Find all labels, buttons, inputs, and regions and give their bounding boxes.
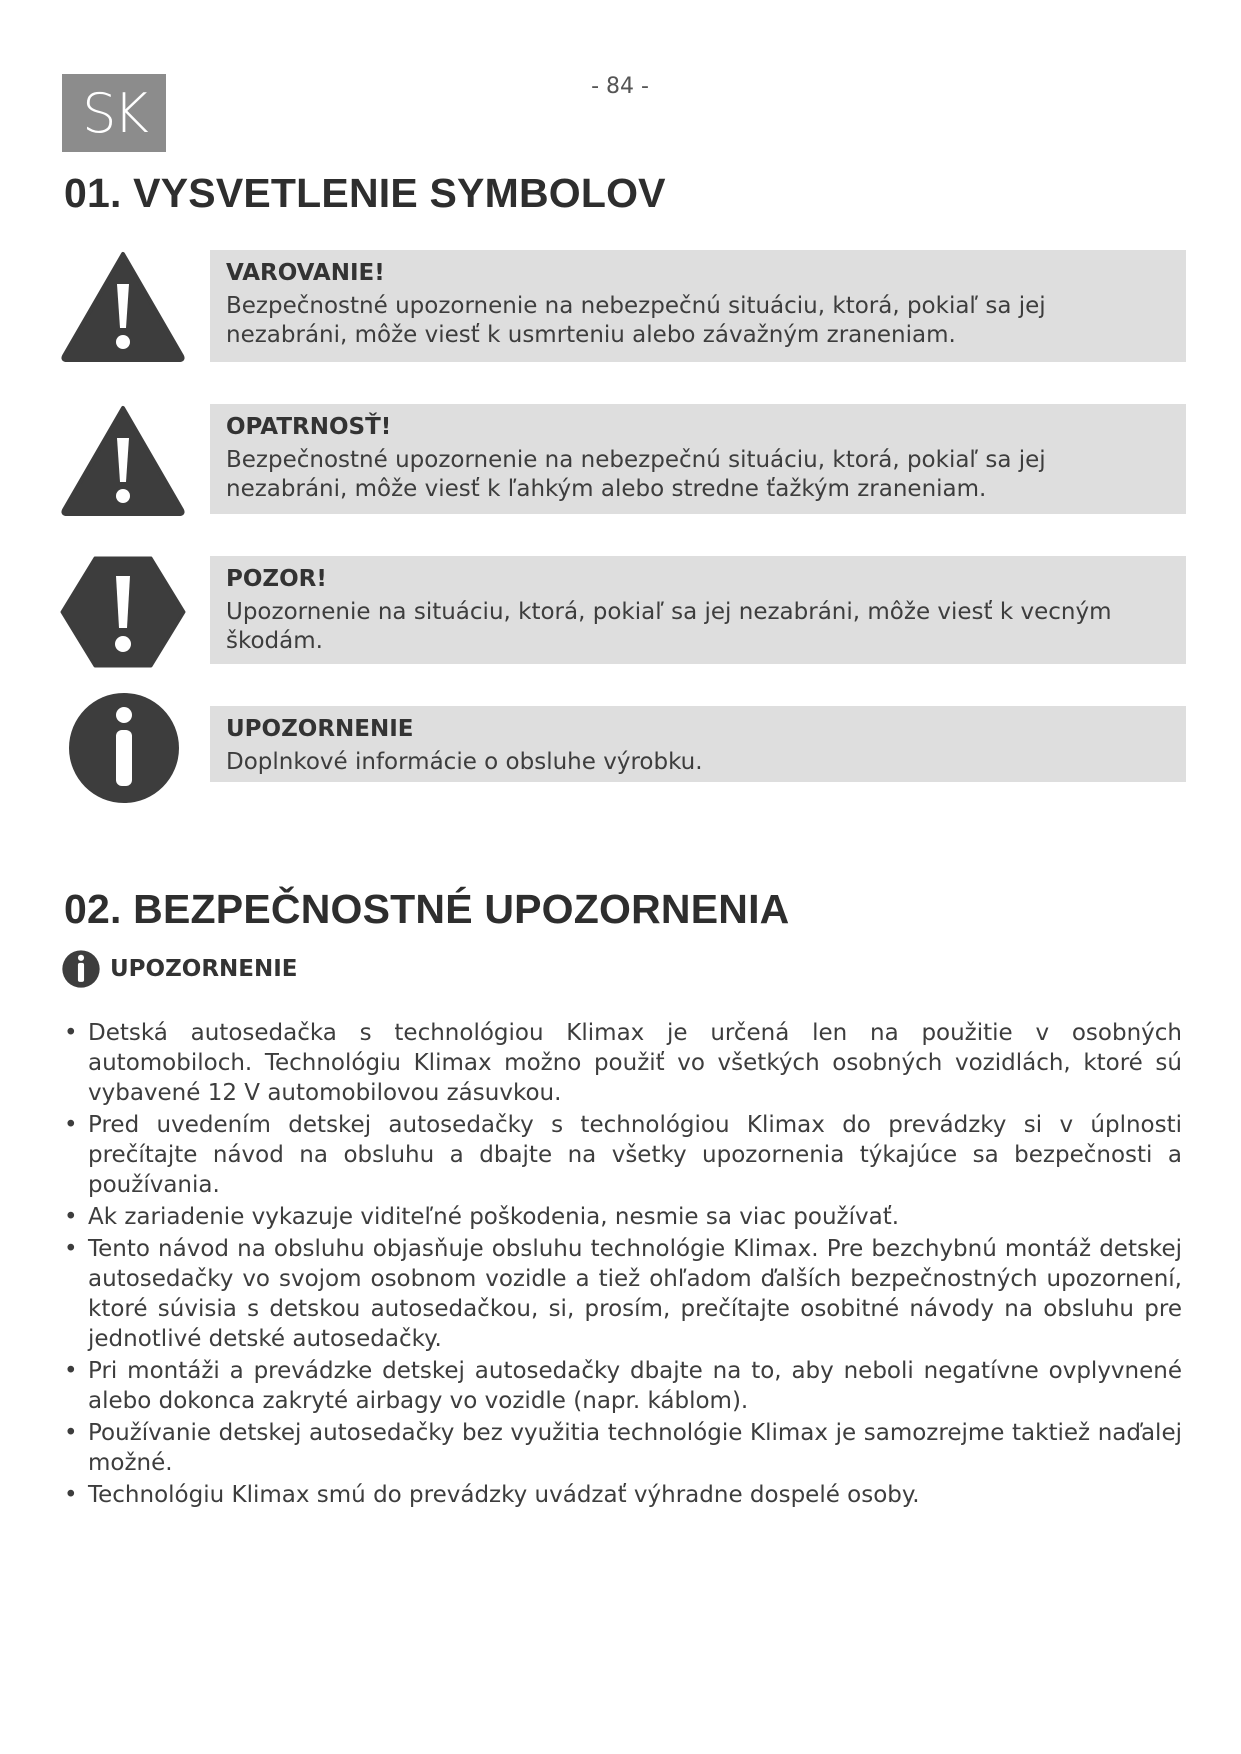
- notice-heading: [62, 950, 298, 988]
- list-item: • Detská autosedačka s technológiou Klimax je určená len na použitie v osobných automobiloch. Technológiu Klimax možno použiť vo všetkých osobných vozidlách, ktoré sú vybavené 12 V automobilovou zásuvkou.: [64, 1020, 1182, 1106]
- list-item: • Pred uvedením detskej autosedačky s technológiou Klimax do prevádzky si v úplnosti prečítajte návod na obsluhu a dbajte na všetky upozornenia týkajúce sa bezpečnosti a používania.: [64, 1112, 1182, 1198]
- symbol-info: [60, 692, 1180, 807]
- list-item: • Ak zariadenie vykazuje viditeľné poškodenia, nesmie sa viac používať.: [64, 1204, 900, 1230]
- warning-triangle-icon: [60, 250, 186, 362]
- symbol-description: Upozornenie na situáciu, ktorá, pokiaľ sa jej nezabráni, môže viesť k vecným škodám.: [226, 599, 1112, 654]
- symbol-title: POZOR!: [226, 566, 327, 592]
- attention-octagon-icon: [60, 556, 186, 668]
- notice-label: UPOZORNENIE: [110, 956, 298, 982]
- info-circle-icon: [62, 950, 100, 988]
- symbol-description: Bezpečnostné upozornenie na nebezpečnú situáciu, ktorá, pokiaľ sa jej nezabráni, môže viesť k usmrteniu alebo závažným zraneniam.: [226, 293, 1046, 348]
- page-number: - 84 -: [591, 74, 649, 99]
- language-badge: SK: [62, 74, 166, 152]
- section-title-symbols: 01. VYSVETLENIE SYMBOLOV: [64, 170, 666, 216]
- symbol-title: UPOZORNENIE: [226, 716, 414, 742]
- list-item: • Technológiu Klimax smú do prevádzky uvádzať výhradne dospelé osoby.: [64, 1482, 920, 1508]
- info-circle-icon: [68, 692, 180, 804]
- symbol-title: OPATRNOSŤ!: [226, 414, 392, 440]
- symbol-description: Bezpečnostné upozornenie na nebezpečnú situáciu, ktorá, pokiaľ sa jej nezabráni, môže viesť k ľahkým alebo stredne ťažkým zraneniam.: [226, 447, 1046, 502]
- list-item: • Tento návod na obsluhu objasňuje obsluhu technológie Klimax. Pre bezchybnú montáž detskej autosedačky vo svojom osobnom vozidle a tiež ohľadom ďalších bezpečnostných upozornení, ktoré súvisia s detskou autosedačkou, si, prosím, prečítajte osobitné návody na obsluhu pre jednotlivé detské autosedačky.: [64, 1236, 1182, 1352]
- list-item: • Pri montáži a prevádzke detskej autosedačky dbajte na to, aby neboli negatívne ovplyvnené alebo dokonca zakryté airbagy vo vozidle (napr. káblom).: [64, 1358, 1182, 1414]
- symbol-description: Doplnkové informácie o obsluhe výrobku.: [226, 749, 703, 775]
- symbol-title: VAROVANIE!: [226, 260, 385, 286]
- symbol-warning: [60, 250, 1180, 365]
- symbol-attention: [60, 556, 1180, 671]
- symbol-info-box: [210, 706, 1186, 782]
- section-title-safety: 02. BEZPEČNOSTNÉ UPOZORNENIA: [64, 886, 790, 932]
- symbol-attention-box: [210, 556, 1186, 664]
- symbol-caution: [60, 404, 1180, 519]
- safety-bullet-list: [62, 1018, 1182, 1512]
- list-item: • Používanie detskej autosedačky bez využitia technológie Klimax je samozrejme taktiež naďalej možné.: [64, 1420, 1182, 1476]
- symbol-caution-box: [210, 404, 1186, 514]
- caution-triangle-icon: [60, 404, 186, 516]
- symbol-warning-box: [210, 250, 1186, 362]
